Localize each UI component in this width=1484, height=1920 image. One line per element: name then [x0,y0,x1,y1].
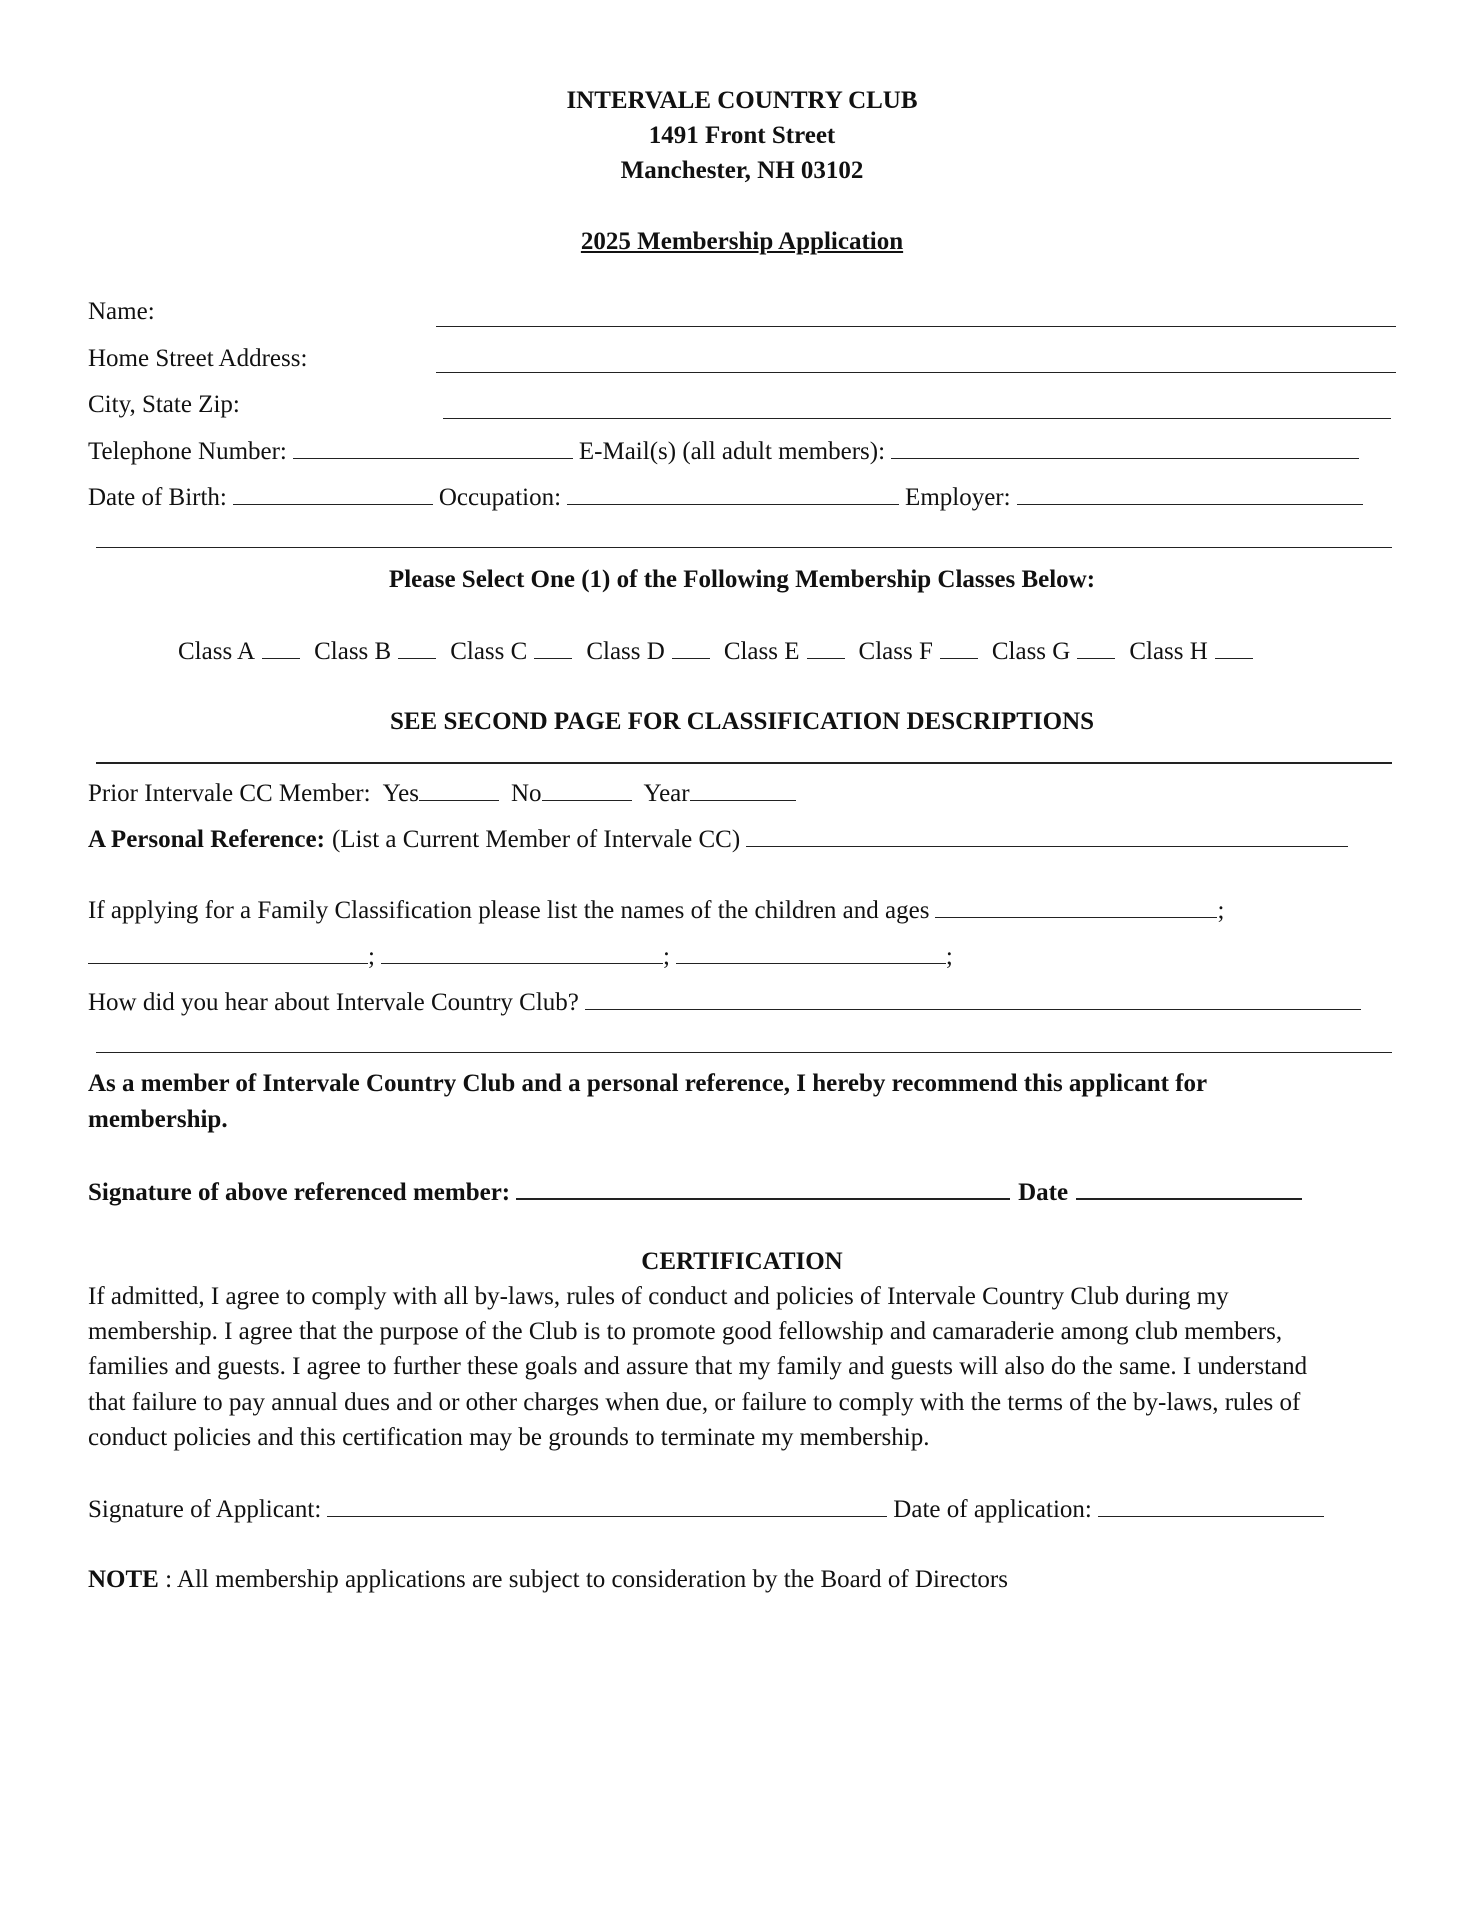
employer-field[interactable] [1017,482,1363,505]
prior-year-label: Year [643,780,690,807]
class-selection-row [178,636,1267,667]
application-date-label: Date of application: [893,1496,1092,1523]
home-address-field[interactable] [436,372,1396,373]
class-option[interactable] [992,636,1115,667]
name-field[interactable] [436,326,1396,327]
club-street: 1491 Front Street [648,122,836,149]
class-label: Class D [586,638,665,665]
divider [96,547,1392,548]
dob-field[interactable] [233,482,433,505]
class-checkbox[interactable] [262,636,300,659]
separator: ; [1217,897,1225,924]
email-field[interactable] [891,436,1359,459]
club-name: INTERVALE COUNTRY CLUB [566,87,918,114]
home-address-label: Home Street Address: [88,345,308,372]
class-label: Class E [723,638,800,665]
member-date-label: Date [1018,1179,1069,1206]
member-signature-label: Signature of above referenced member: [88,1179,511,1206]
reference-label: A Personal Reference: [88,826,325,853]
class-option[interactable] [450,636,572,667]
recommend-line1: As a member of Intervale Country Club and a personal reference, I hereby recommend this applicant for [88,1070,1208,1097]
class-checkbox[interactable] [1215,636,1253,659]
member-signature-field[interactable] [516,1176,1010,1200]
separator: ; [368,943,375,970]
child-field[interactable] [935,895,1217,918]
prior-year-field[interactable] [690,778,796,801]
class-label: Class B [314,638,392,665]
class-label: Class A [178,638,256,665]
name-label: Name: [88,298,155,325]
family-text: If applying for a Family Classification please list the names of the children and ages [88,897,930,924]
family-row [88,895,1224,926]
certification-heading: CERTIFICATION [641,1248,843,1275]
certification-line: families and guests. I agree to further these goals and assure that my family and guests will also do the same. I understand [88,1353,1308,1380]
phone-email-row [88,436,1359,467]
dob-occupation-row [88,482,1363,513]
class-checkbox[interactable] [672,636,710,659]
separator: ; [662,943,670,970]
class-option[interactable] [586,636,709,667]
class-checkbox[interactable] [1077,636,1115,659]
occupation-field[interactable] [567,482,899,505]
note-row [88,1565,1008,1595]
certification-line: that failure to pay annual dues and or other charges when due, or failure to comply with the terms of the by-laws, rules of [88,1389,1301,1416]
class-checkbox[interactable] [398,636,436,659]
class-option[interactable] [859,636,978,667]
city-state-zip-label: City, State Zip: [88,391,240,418]
hear-row [88,987,1361,1018]
reference-row [88,824,1348,855]
hear-field[interactable] [585,987,1361,1010]
dob-label: Date of Birth: [88,484,227,511]
hear-label: How did you hear about Intervale Country Club? [88,989,579,1016]
divider [96,762,1392,764]
prior-no-label: No [510,780,542,807]
separator: ; [945,943,953,970]
child-field[interactable] [676,941,946,964]
certification-line: membership. I agree that the purpose of the Club is to promote good fellowship and camaraderie among club members, [88,1318,1283,1345]
reference-note: (List a Current Member of Intervale CC) [331,826,741,853]
form-title: 2025 Membership Application [580,228,904,255]
class-option[interactable] [178,636,300,667]
club-city: Manchester, NH 03102 [620,157,864,184]
member-date-field[interactable] [1076,1176,1302,1200]
class-label: Class F [858,638,933,665]
prior-no-field[interactable] [542,778,632,801]
prior-member-label: Prior Intervale CC Member: [88,780,371,807]
applicant-signature-label: Signature of Applicant: [88,1496,322,1523]
city-state-zip-field[interactable] [443,418,1391,419]
city-state-zip-row [88,390,240,420]
class-option[interactable] [1129,636,1252,667]
class-option[interactable] [314,636,436,667]
note-label: NOTE [88,1566,159,1593]
reference-field[interactable] [746,824,1348,847]
class-label: Class C [450,638,528,665]
class-label: Class G [991,638,1071,665]
employer-label: Employer: [905,484,1011,511]
telephone-field[interactable] [293,436,573,459]
class-checkbox[interactable] [940,636,978,659]
child-field[interactable] [381,941,663,964]
child-field[interactable] [88,941,368,964]
class-option[interactable] [724,636,845,667]
certification-line: conduct policies and this certification may be grounds to terminate my membership. [88,1424,930,1451]
prior-yes-label: Yes [382,780,419,807]
email-label: E-Mail(s) (all adult members): [578,438,886,465]
see-second-page: SEE SECOND PAGE FOR CLASSIFICATION DESCRIPTIONS [389,708,1095,735]
prior-yes-field[interactable] [419,778,499,801]
class-label: Class H [1129,638,1208,665]
class-checkbox[interactable] [807,636,845,659]
application-date-field[interactable] [1098,1494,1324,1517]
prior-member-row [88,778,796,809]
telephone-label: Telephone Number: [88,438,287,465]
member-signature-row [88,1176,1302,1208]
class-checkbox[interactable] [534,636,572,659]
certification-line: If admitted, I agree to comply with all by-laws, rules of conduct and policies of Intervale Country Club during my [88,1283,1229,1310]
recommend-line2: membership. [88,1106,228,1133]
divider [96,1052,1392,1053]
applicant-signature-field[interactable] [327,1494,887,1517]
applicant-signature-row [88,1494,1324,1525]
family-children-row [88,941,953,972]
occupation-label: Occupation: [438,484,562,511]
note-text: : All membership applications are subject to consideration by the Board of Directors [158,1566,1008,1593]
home-address-row [88,344,307,374]
membership-heading: Please Select One (1) of the Following Membership Classes Below: [388,566,1096,593]
name-row [88,297,155,327]
